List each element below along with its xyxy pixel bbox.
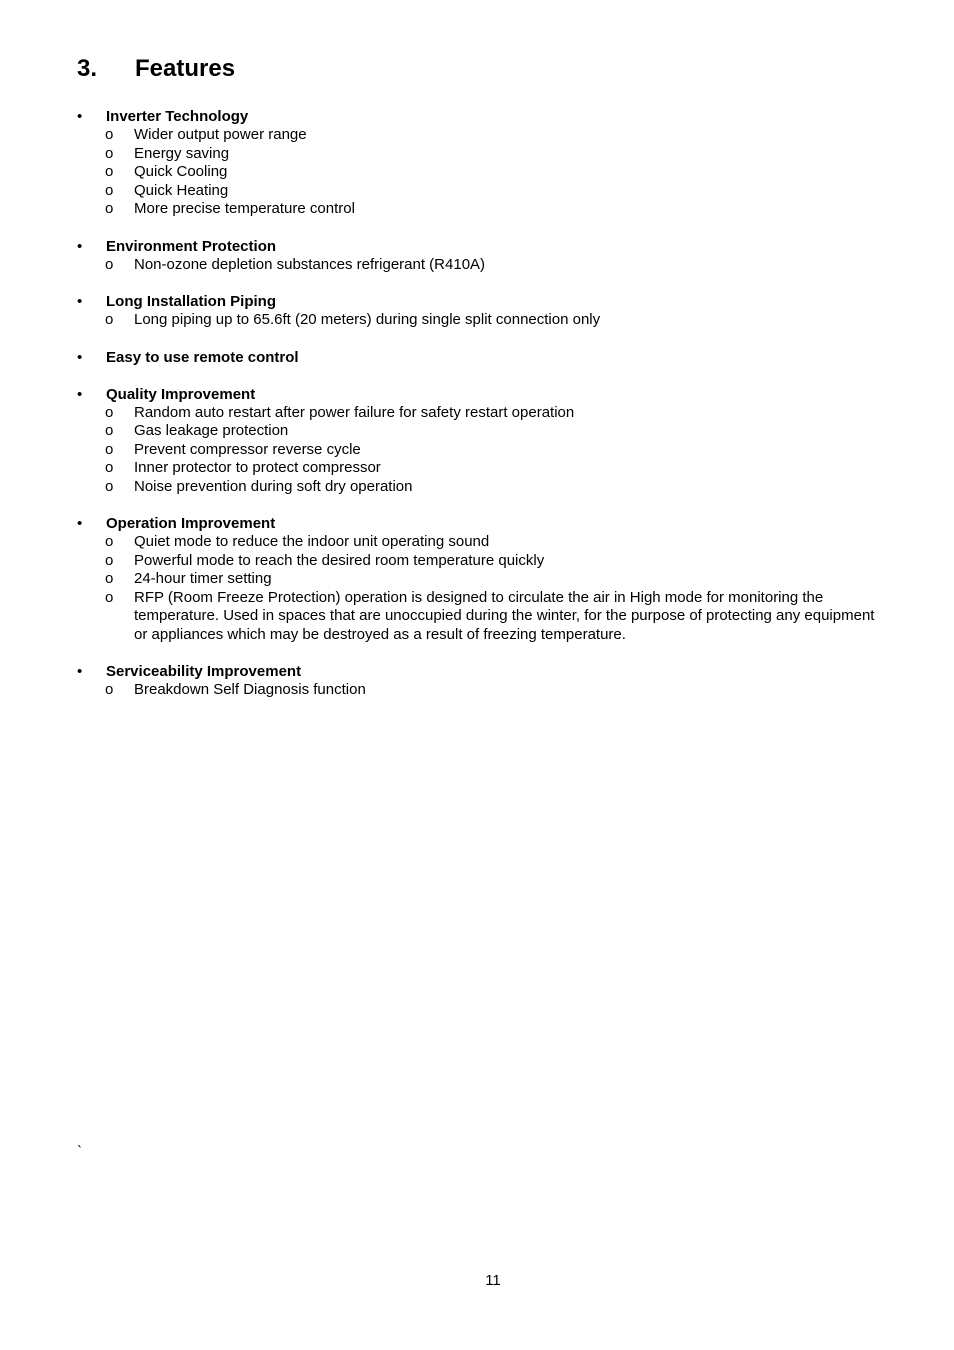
sub-item [0, 478, 954, 497]
sub-bullet-icon: o [105, 533, 114, 550]
sub-item-text: Wider output power range [134, 126, 307, 143]
sub-item [0, 256, 954, 275]
feature-section-inverter-technology [0, 107, 954, 219]
section-title-row [0, 237, 954, 256]
sub-item [0, 422, 954, 441]
section-title: Inverter Technology [106, 108, 249, 125]
sub-item [0, 404, 954, 423]
sub-item [0, 145, 954, 164]
section-title-row [0, 292, 954, 311]
sub-item-text: Gas leakage protection [134, 422, 289, 439]
sub-item-text: Prevent compressor reverse cycle [134, 440, 361, 458]
sub-item [0, 459, 954, 478]
sub-item-text: Quiet mode to reduce the indoor unit operating sound [134, 533, 490, 550]
section-title: Long Installation Piping [106, 293, 276, 310]
sub-item [0, 589, 954, 645]
section-title-row [0, 385, 954, 404]
sub-bullet-icon: o [105, 570, 114, 587]
page-number: 11 [485, 1272, 501, 1289]
page-heading [77, 54, 235, 84]
heading-number: 3. [77, 55, 98, 82]
bullet-icon: • [77, 293, 83, 310]
section-title: Environment Protection [106, 237, 277, 255]
sub-item-text: More precise temperature control [134, 200, 355, 217]
sub-bullet-icon: o [105, 459, 114, 476]
feature-section-remote-control [0, 348, 954, 367]
sub-item [0, 311, 954, 330]
sub-item-text: Powerful mode to reach the desired room temperature quickly [134, 551, 545, 569]
sub-bullet-icon: o [105, 422, 114, 439]
bullet-icon: • [77, 237, 83, 255]
bullet-icon: • [77, 348, 83, 366]
section-title: Quality Improvement [106, 385, 256, 403]
stray-mark: ` [77, 1143, 82, 1160]
sub-item [0, 570, 954, 589]
sub-item-text: RFP (Room Freeze Protection) operation is designed to circulate the air in High mode for monitoring the temperature. Used in spaces that are unoccupied during the winter, for the purpose of protecting any equipment or appliances which may be destroyed as a result of freezing temperature. [134, 588, 875, 643]
sub-bullet-icon: o [105, 681, 114, 698]
sub-item [0, 681, 954, 700]
feature-section-quality-improvement [0, 385, 954, 497]
sub-bullet-icon: o [105, 163, 114, 180]
sub-bullet-icon: o [105, 588, 114, 606]
sub-bullet-icon: o [105, 551, 114, 569]
bullet-icon: • [77, 515, 83, 532]
sub-bullet-icon: o [105, 144, 114, 162]
features-list [0, 107, 954, 718]
sub-item-text: Energy saving [134, 144, 230, 162]
sub-item [0, 182, 954, 201]
sub-item-text: Random auto restart after power failure for safety restart operation [134, 403, 575, 421]
sub-item-text: Long piping up to 65.6ft (20 meters) during single split connection only [134, 311, 601, 328]
sub-bullet-icon: o [105, 200, 114, 217]
sub-bullet-icon: o [105, 126, 114, 143]
feature-section-serviceability-improvement [0, 662, 954, 700]
section-title: Operation Improvement [106, 515, 276, 532]
sub-bullet-icon: o [105, 403, 114, 421]
sub-item-text: Quick Cooling [134, 163, 228, 180]
sub-item-text: Inner protector to protect compressor [134, 459, 381, 476]
bullet-icon: • [77, 385, 83, 403]
bullet-icon: • [77, 108, 83, 125]
sub-item [0, 533, 954, 552]
sub-item-text: 24-hour timer setting [134, 570, 272, 587]
sub-bullet-icon: o [105, 311, 114, 328]
section-title-row [0, 514, 954, 533]
section-title: Easy to use remote control [106, 348, 299, 366]
sub-bullet-icon: o [105, 181, 114, 199]
sub-item [0, 200, 954, 219]
sub-bullet-icon: o [105, 477, 114, 495]
sub-bullet-icon: o [105, 440, 114, 458]
section-title-row [0, 348, 954, 367]
sub-item-text: Breakdown Self Diagnosis function [134, 681, 366, 698]
sub-item [0, 163, 954, 182]
section-title-row [0, 662, 954, 681]
sub-item-text: Non-ozone depletion substances refrigerant (R410A) [134, 255, 486, 273]
sub-item [0, 126, 954, 145]
sub-item-text: Quick Heating [134, 181, 229, 199]
heading-title: Features [135, 55, 236, 82]
sub-bullet-icon: o [105, 255, 114, 273]
section-title: Serviceability Improvement [106, 663, 302, 680]
section-title-row [0, 107, 954, 126]
feature-section-environment-protection [0, 237, 954, 275]
feature-section-operation-improvement [0, 514, 954, 644]
bullet-icon: • [77, 663, 83, 680]
sub-item-text: Noise prevention during soft dry operation [134, 477, 413, 495]
sub-item [0, 441, 954, 460]
sub-item [0, 552, 954, 571]
feature-section-long-installation-piping [0, 292, 954, 330]
